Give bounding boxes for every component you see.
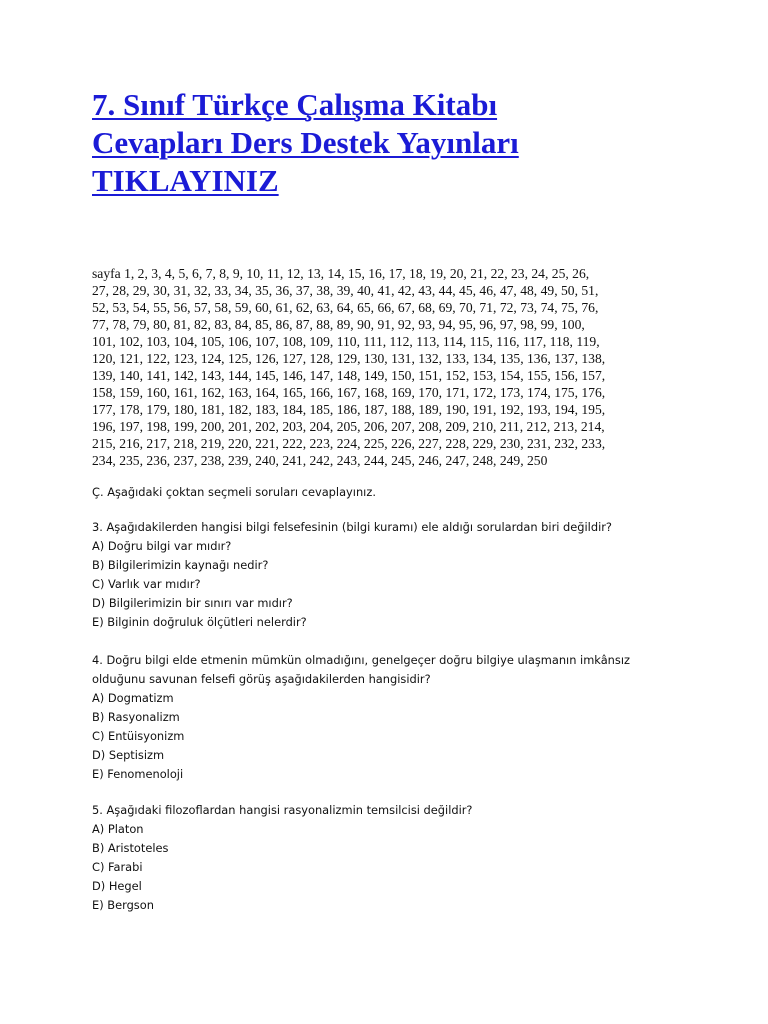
question-3 (92, 518, 692, 632)
page-list-line: 139, 140, 141, 142, 143, 144, 145, 146, 147, 148, 149, 150, 151, 152, 153, 154, 155, 156, 157, (92, 368, 606, 383)
section-instruction: Ç. Aşağıdaki çoktan seçmeli soruları cevaplayınız. (92, 485, 376, 499)
answer-option: A) Platon (92, 822, 144, 836)
answer-option: B) Rasyonalizm (92, 710, 180, 724)
answer-option: E) Bergson (92, 898, 154, 912)
page-list-line: sayfa 1, 2, 3, 4, 5, 6, 7, 8, 9, 10, 11, 12, 13, 14, 15, 16, 17, 18, 19, 20, 21, 22, 23, 24, 25, 26, (92, 266, 590, 281)
answer-option: E) Bilginin doğruluk ölçütleri nelerdir? (92, 615, 307, 629)
page-list-line: 215, 216, 217, 218, 219, 220, 221, 222, 223, 224, 225, 226, 227, 228, 229, 230, 231, 232, 233, (92, 436, 606, 451)
answer-option: C) Farabi (92, 860, 143, 874)
page-list-line: 120, 121, 122, 123, 124, 125, 126, 127, 128, 129, 130, 131, 132, 133, 134, 135, 136, 137, 138, (92, 351, 606, 366)
answer-option: A) Doğru bilgi var mıdır? (92, 539, 232, 553)
answer-option: B) Bilgilerimizin kaynağı nedir? (92, 558, 269, 572)
question-stem: 4. Doğru bilgi elde etmenin mümkün olmadığını, genelgeçer doğru bilgiye ulaşmanın imkânsız (92, 653, 630, 667)
answer-option: D) Septisizm (92, 748, 165, 762)
page-list-line: 77, 78, 79, 80, 81, 82, 83, 84, 85, 86, 87, 88, 89, 90, 91, 92, 93, 94, 95, 96, 97, 98, 99, 100, (92, 317, 585, 332)
page-list-line: 177, 178, 179, 180, 181, 182, 183, 184, 185, 186, 187, 188, 189, 190, 191, 192, 193, 194, 195, (92, 402, 606, 417)
title-link[interactable] (92, 86, 712, 200)
answer-option: D) Bilgilerimizin bir sınırı var mıdır? (92, 596, 293, 610)
answer-option: D) Hegel (92, 879, 142, 893)
page-list-line: 196, 197, 198, 199, 200, 201, 202, 203, 204, 205, 206, 207, 208, 209, 210, 211, 212, 213, 214, (92, 419, 605, 434)
title-line-2: Cevapları Ders Destek Yayınları (92, 125, 519, 160)
question-stem: olduğunu savunan felsefi görüş aşağıdakilerden hangisidir? (92, 672, 431, 686)
answer-option: B) Aristoteles (92, 841, 169, 855)
title-line-1: 7. Sınıf Türkçe Çalışma Kitabı (92, 87, 498, 122)
question-5 (92, 801, 692, 915)
page-list-line: 27, 28, 29, 30, 31, 32, 33, 34, 35, 36, 37, 38, 39, 40, 41, 42, 43, 44, 45, 46, 47, 48, 49, 50, 51, (92, 283, 599, 298)
answer-option: E) Fenomenoloji (92, 767, 184, 781)
page-list-line: 52, 53, 54, 55, 56, 57, 58, 59, 60, 61, 62, 63, 64, 65, 66, 67, 68, 69, 70, 71, 72, 73, 74, 75, 76, (92, 300, 599, 315)
answer-option: A) Dogmatizm (92, 691, 174, 705)
page-number-list (92, 265, 692, 469)
question-stem: 3. Aşağıdakilerden hangisi bilgi felsefesinin (bilgi kuramı) ele aldığı sorulardan biri değildir? (92, 520, 612, 534)
page-list-line: 158, 159, 160, 161, 162, 163, 164, 165, 166, 167, 168, 169, 170, 171, 172, 173, 174, 175, 176, (92, 385, 606, 400)
answer-option: C) Entüisyonizm (92, 729, 185, 743)
answer-option: C) Varlık var mıdır? (92, 577, 201, 591)
question-stem: 5. Aşağıdaki filozoflardan hangisi rasyonalizmin temsilcisi değildir? (92, 803, 473, 817)
page-list-line: 234, 235, 236, 237, 238, 239, 240, 241, 242, 243, 244, 245, 246, 247, 248, 249, 250 (92, 453, 548, 468)
question-4 (92, 651, 692, 784)
page-list-line: 101, 102, 103, 104, 105, 106, 107, 108, 109, 110, 111, 112, 113, 114, 115, 116, 117, 118, 119, (92, 334, 600, 349)
title-line-3: TIKLAYINIZ (92, 163, 279, 198)
